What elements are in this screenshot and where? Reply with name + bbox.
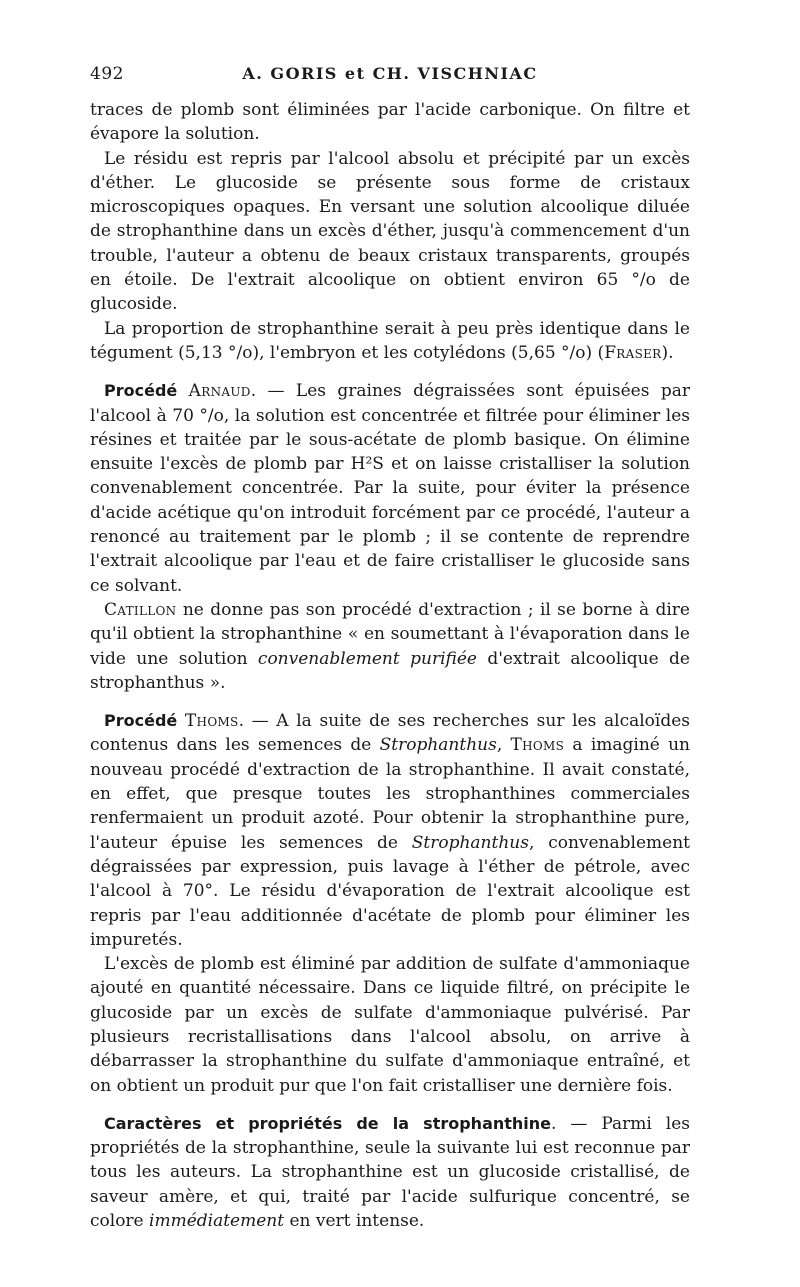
paragraph-residu <box>90 147 690 317</box>
paragraph-text: . — Les graines dégraissées sont épuisées par l'alcool à 70 °/o, la solution est concentrée et filtrée pour éliminer les résines et traitée par le sous-acétate de plomb basique. On élimine ensuite l'excès de plomb par H²S et on laisse cristalliser la solution convenablement concentrée. Par la suite, pour éviter la présence d'acide acétique qu'on introduit forcément par ce procédé, l'auteur a renoncé au traitement par le plomb ; il se contente de reprendre l'extrait alcoolique par l'eau et de faire cristalliser le glucoside sans ce solvant. <box>90 381 691 596</box>
running-head: A. GORIS et CH. VISCHNIAC <box>242 64 538 83</box>
section-thoms <box>90 709 690 952</box>
paragraph-text: Le résidu est repris par l'alcool absolu et précipité par un excès d'éther. Le glucoside se présente sous forme de cristaux microscopiques opaques. En versant une solution alcoolique diluée de strophanthine dans un excès d'éther, jusqu'à commencement d'un trouble, l'auteur a obtenu de beaux cristaux transparents, groupés en étoile. De l'extrait alcoolique on obtient environ 65 °/o de glucoside. <box>90 148 690 315</box>
italic-text: convenablement purifiée <box>257 648 477 669</box>
author-name: Thoms <box>510 735 565 756</box>
author-name: Catillon <box>104 599 177 620</box>
paragraph-text: en vert intense. <box>284 1211 425 1232</box>
paragraph-text: L'excès de plomb est éliminé par addition de sulfate d'ammoniaque ajouté en quantité nécessaire. Dans ce liquide filtré, on précipite le glucoside par un excès de sulfate d'ammoniaque pulvérisé. Par plusieurs recristallisations dans l'alcool absolu, on arrive à débarrasser la strophanthine du sulfate d'ammoniaque entraîné, et on obtient un produit pur que l'on fait cristalliser une dernière fois. <box>90 954 690 1096</box>
body-text <box>90 98 690 1233</box>
italic-text: Strophanthus <box>411 832 529 853</box>
paragraph-text: ). <box>661 342 674 363</box>
paragraph-text: . — Parmi les propriétés de la strophanthine, seule la suivante lui est reconnue par tous les auteurs. La strophanthine est un glucoside cristallisé, de saveur amère, et qui, traité par l'acide sulfurique concentré, se colore <box>90 1113 690 1232</box>
author-name: Arnaud <box>188 381 251 402</box>
page-number: 492 <box>90 64 124 84</box>
paragraph-text: , <box>496 735 511 756</box>
paragraph-text: La proportion de strophanthine serait à peu près identique dans le tégument (5,13 °/o), l'embryon et les cotylédons (5,65 °/o) ( <box>90 318 690 363</box>
paragraph-text: ne donne pas son procédé d'extraction ; il se borne à dire qu'il obtient la strophanthine « en soumettant à l'évaporation dans le vide une solution <box>90 599 690 669</box>
italic-text: Strophanthus <box>379 735 497 756</box>
section-heading: Procédé <box>104 381 178 401</box>
section-heading: Caractères et propriétés de la strophanthine <box>104 1113 552 1133</box>
page-header <box>90 64 690 88</box>
section-caracteres <box>90 1112 690 1233</box>
author-name: Fraser <box>604 342 662 363</box>
italic-text: immédiatement <box>149 1211 285 1232</box>
paragraph-text: . — A la suite de ses recherches sur les alcaloïdes contenus dans les semences de <box>90 711 691 756</box>
paragraph-exces-plomb <box>90 952 690 1098</box>
paragraph-continued <box>90 98 690 147</box>
paragraph-proportion <box>90 317 690 366</box>
paragraph-text: , convenablement dégraissées par expression, puis lavage à l'éther de pétrole, avec l'alcool à 70°. Le résidu d'évaporation de l'extrait alcoolique est repris par l'eau additionnée d'acétate de plomb pour éliminer les impuretés. <box>90 832 690 950</box>
author-name: Thoms <box>184 711 239 732</box>
paragraph-catillon <box>90 598 690 695</box>
section-arnaud <box>90 379 690 598</box>
paragraph-text: traces de plomb sont éliminées par l'acide carbonique. On filtre et évapore la solution. <box>90 100 690 145</box>
section-heading: Procédé <box>104 711 178 731</box>
paragraph-text: d'extrait alcoolique de strophanthus ». <box>90 648 690 693</box>
paragraph-text: a imaginé un nouveau procédé d'extraction de la strophanthine. Il avait constaté, en effet, que presque toutes les strophanthines commerciales renfermaient un produit azoté. Pour obtenir la strophanthine pure, l'auteur épuise les semences de <box>90 735 690 853</box>
